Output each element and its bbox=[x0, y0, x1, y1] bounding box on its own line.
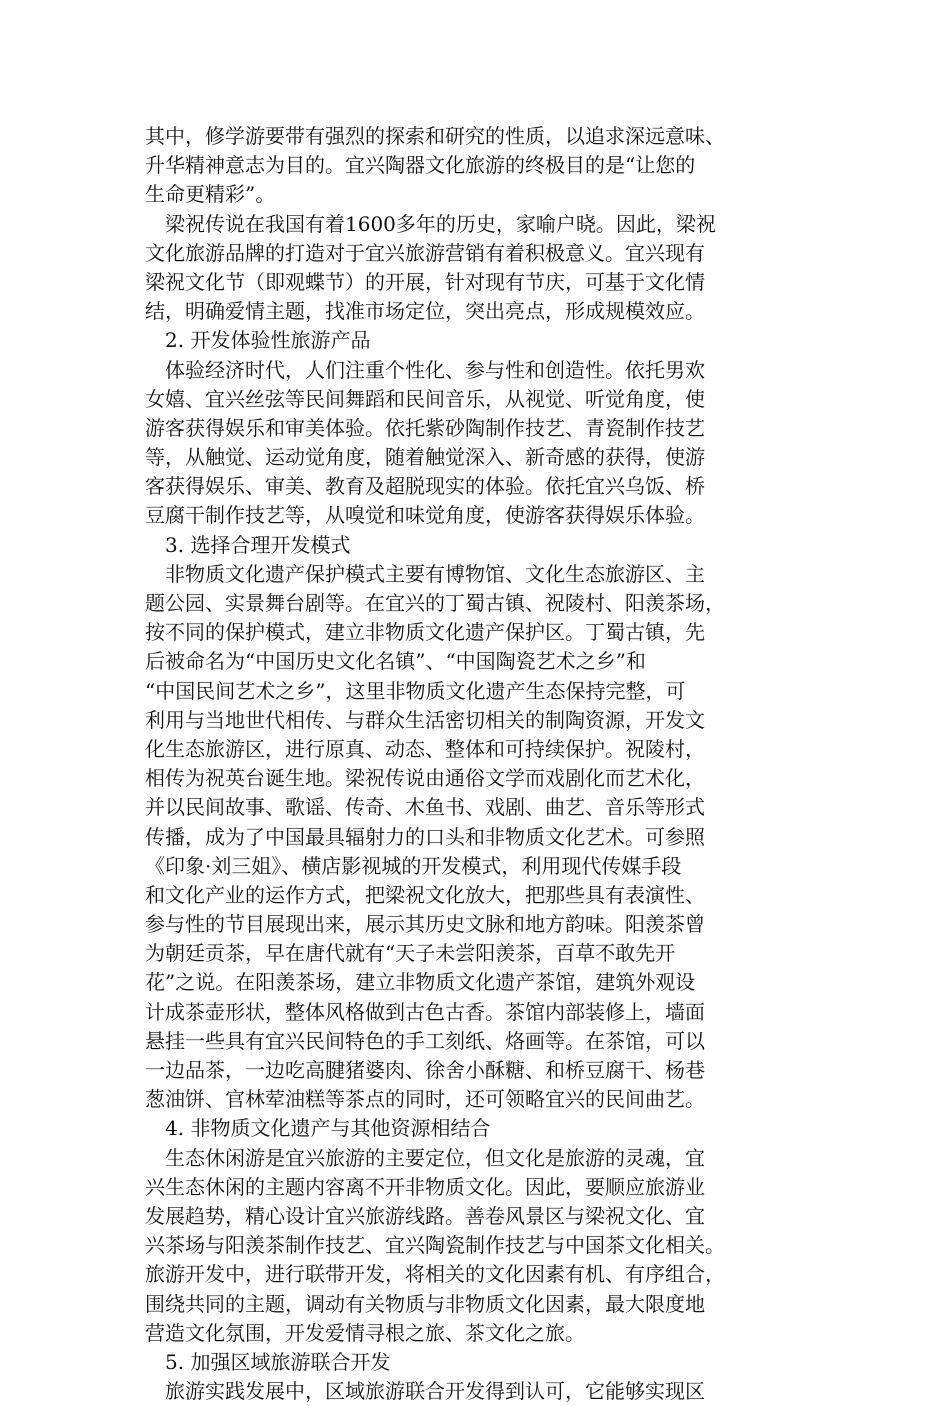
text-line: 《印象·刘三姐》、横店影视城的开发模式，利用现代传媒手段 bbox=[145, 853, 682, 878]
text-line: 梁祝传说在我国有着1600多年的历史，家喻户晓。因此，梁祝 bbox=[165, 211, 716, 236]
text-line: 旅游开发中，进行联带开发，将相关的文化因素有机、有序组合， bbox=[145, 1262, 725, 1287]
section-heading: 2. 开发体验性旅游产品 bbox=[165, 328, 371, 353]
text-line: 结，明确爱情主题，找准市场定位，突出亮点，形成规模效应。 bbox=[145, 299, 705, 324]
text-line: 旅游实践发展中，区域旅游联合开发得到认可，它能够实现区 bbox=[165, 1379, 705, 1404]
document-body bbox=[145, 122, 795, 1406]
text-line: 发展趋势，精心设计宜兴旅游线路。善卷风景区与梁祝文化、宜 bbox=[145, 1203, 705, 1228]
text-line: 游客获得娱乐和审美体验。依托紫砂陶制作技艺、青瓷制作技艺 bbox=[145, 415, 705, 440]
text-line: 其中，修学游要带有强烈的探索和研究的性质，以追求深远意味、 bbox=[145, 124, 725, 148]
text-line: 等，从触觉、运动觉角度，随着触觉深入、新奇感的获得，使游 bbox=[145, 445, 705, 470]
text-line: 为朝廷贡茶，早在唐代就有“天子未尝阳羡茶，百草不敢先开 bbox=[145, 941, 676, 966]
text-line: 豆腐干制作技艺等，从嗅觉和味觉角度，使游客获得娱乐体验。 bbox=[145, 503, 705, 528]
text-line: 生态休闲游是宜兴旅游的主要定位，但文化是旅游的灵魂，宜 bbox=[165, 1145, 705, 1170]
section-heading: 5. 加强区域旅游联合开发 bbox=[165, 1349, 391, 1374]
text-line: 升华精神意志为目的。宜兴陶器文化旅游的终极目的是“让您的 bbox=[145, 153, 696, 178]
text-line: 题公园、实景舞台剧等。在宜兴的丁蜀古镇、祝陵村、阳羡茶场， bbox=[145, 591, 725, 615]
text-line: 后被命名为“中国历史文化名镇”、“中国陶瓷艺术之乡”和 bbox=[145, 649, 646, 674]
text-line: 传播，成为了中国最具辐射力的口头和非物质文化艺术。可参照 bbox=[145, 824, 705, 849]
text-line: 利用与当地世代相传、与群众生活密切相关的制陶资源，开发文 bbox=[145, 707, 705, 732]
text-line: 文化旅游品牌的打造对于宜兴旅游营销有着积极意义。宜兴现有 bbox=[145, 240, 705, 265]
text-line: 客获得娱乐、审美、教育及超脱现实的体验。依托宜兴乌饭、桥 bbox=[145, 474, 705, 499]
text-line: 兴生态休闲的主题内容离不开非物质文化。因此，要顺应旅游业 bbox=[145, 1174, 705, 1199]
text-line: 梁祝文化节（即观蝶节）的开展，针对现有节庆，可基于文化情 bbox=[145, 269, 705, 294]
text-line: 化生态旅游区，进行原真、动态、整体和可持续保护。祝陵村， bbox=[145, 736, 705, 761]
text-line: 体验经济时代，人们注重个性化、参与性和创造性。依托男欢 bbox=[165, 357, 705, 382]
text-line: 花”之说。在阳羡茶场，建立非物质文化遗产茶馆，建筑外观设 bbox=[145, 970, 696, 995]
section-heading: 4. 非物质文化遗产与其他资源相结合 bbox=[165, 1116, 491, 1141]
section-heading: 3. 选择合理开发模式 bbox=[165, 532, 351, 557]
text-line: 非物质文化遗产保护模式主要有博物馆、文化生态旅游区、主 bbox=[165, 561, 705, 586]
text-line: 和文化产业的运作方式，把梁祝文化放大，把那些具有表演性、 bbox=[145, 882, 705, 907]
text-line: 并以民间故事、歌谣、传奇、木鱼书、戏剧、曲艺、音乐等形式 bbox=[145, 795, 705, 820]
text-line: “中国民间艺术之乡”，这里非物质文化遗产生态保持完整，可 bbox=[145, 678, 686, 703]
text-line: 兴茶场与阳羡茶制作技艺、宜兴陶瓷制作技艺与中国茶文化相关。 bbox=[145, 1233, 725, 1258]
text-line: 葱油饼、官林荤油糕等茶点的同时，还可领略宜兴的民间曲艺。 bbox=[145, 1087, 705, 1112]
text-line: 参与性的节目展现出来，展示其历史文脉和地方韵味。阳羡茶曾 bbox=[145, 912, 705, 937]
text-line: 女嬉、宜兴丝弦等民间舞蹈和民间音乐，从视觉、听觉角度，使 bbox=[145, 386, 705, 411]
text-line: 一边品茶，一边吃高腱猪婆肉、徐舍小酥糖、和桥豆腐干、杨巷 bbox=[145, 1058, 705, 1082]
text-line: 生命更精彩”。 bbox=[145, 182, 276, 207]
text-line: 悬挂一些具有宜兴民间特色的手工刻纸、烙画等。在茶馆，可以 bbox=[145, 1028, 705, 1053]
text-line: 计成茶壶形状，整体风格做到古色古香。茶馆内部装修上，墙面 bbox=[145, 999, 705, 1024]
text-line: 按不同的保护模式，建立非物质文化遗产保护区。丁蜀古镇，先 bbox=[145, 620, 705, 645]
text-line: 围绕共同的主题，调动有关物质与非物质文化因素，最大限度地 bbox=[145, 1291, 705, 1316]
text-line: 营造文化氛围，开发爱情寻根之旅、茶文化之旅。 bbox=[145, 1320, 585, 1345]
text-line: 相传为祝英台诞生地。梁祝传说由通俗文学而戏剧化而艺术化， bbox=[145, 766, 705, 791]
